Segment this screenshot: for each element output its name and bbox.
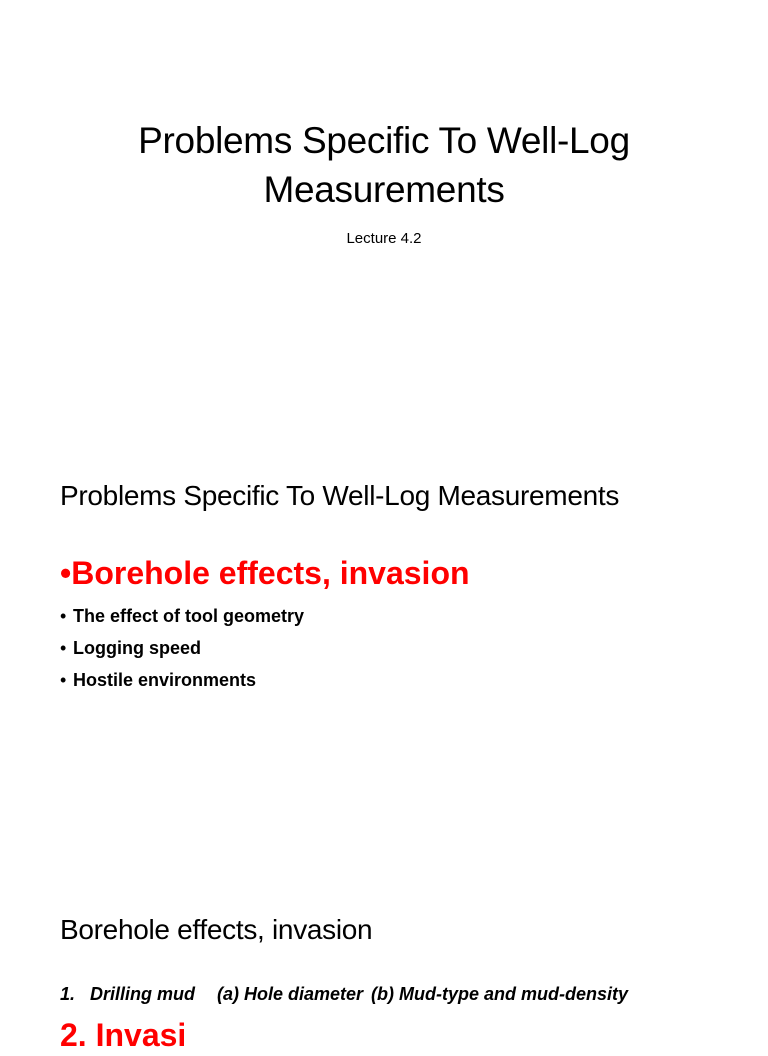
slide-title-line-2: Measurements	[263, 169, 505, 210]
item-part-b: (b) Mud-type and mud-density	[371, 984, 629, 1004]
bullet-list	[60, 600, 304, 696]
lecture-subtitle: Lecture 4.2	[346, 230, 422, 247]
item-part-a: (a) Hole diameter	[217, 984, 364, 1004]
list-item	[60, 664, 304, 696]
slide-title-line-1: Problems Specific To Well-Log	[138, 120, 630, 161]
list-item-text: Logging speed	[73, 638, 201, 658]
title-slide	[0, 0, 768, 440]
bullet-marker: •	[60, 606, 67, 626]
slide-heading: Borehole effects, invasion	[60, 914, 373, 945]
bullet-marker: •	[60, 638, 67, 658]
list-item	[60, 600, 304, 632]
slide-heading: Problems Specific To Well-Log Measurements	[60, 480, 620, 511]
list-item-text: The effect of tool geometry	[73, 606, 305, 626]
slide-title	[40, 116, 728, 214]
list-item	[60, 632, 304, 664]
highlighted-bullet: •Borehole effects, invasion	[60, 555, 470, 591]
cut-off-heading: 2. Invasi	[60, 1017, 187, 1053]
borehole-effects-slide	[0, 880, 768, 1053]
list-item-text: Hostile environments	[73, 670, 257, 690]
bullet-marker: •	[60, 670, 67, 690]
problems-slide	[0, 440, 768, 880]
item-label: Drilling mud	[90, 984, 195, 1004]
item-number: 1.	[60, 984, 76, 1004]
numbered-item	[60, 982, 628, 1006]
